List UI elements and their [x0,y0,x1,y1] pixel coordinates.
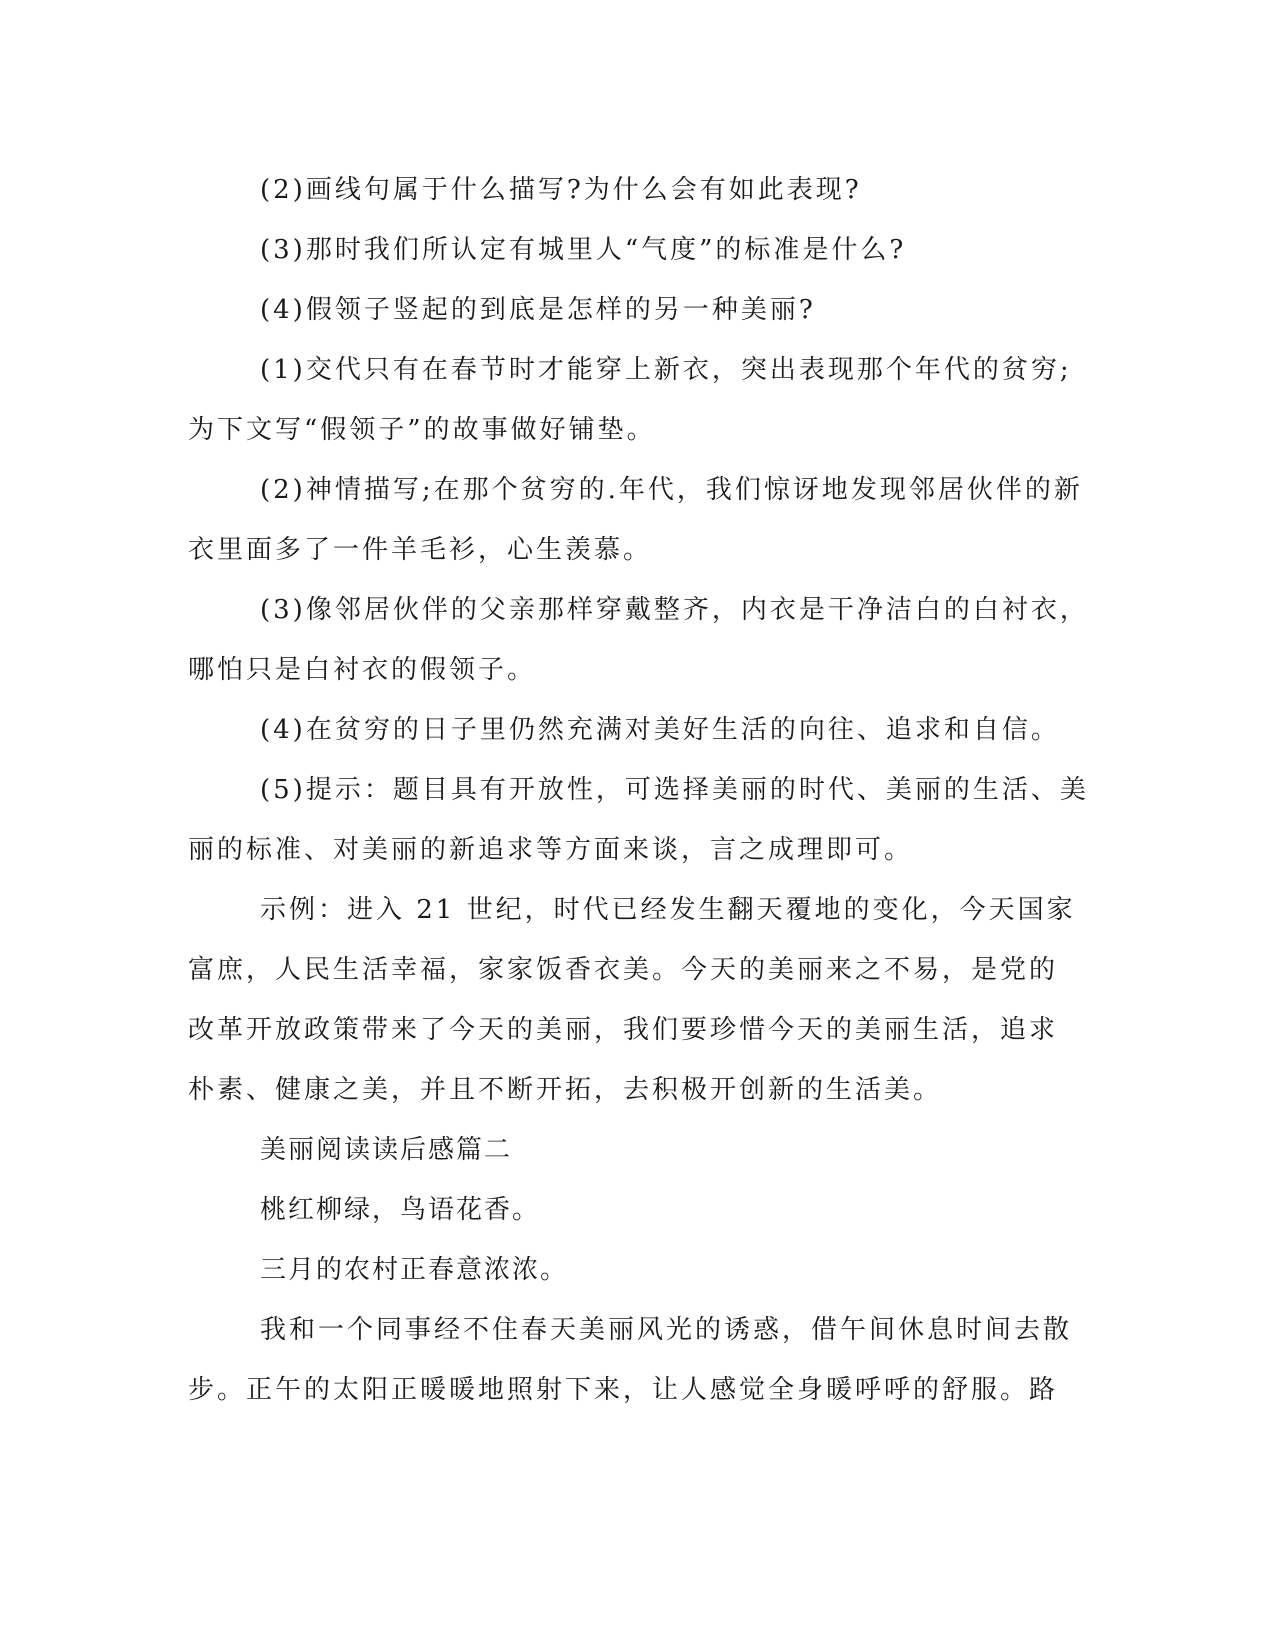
example-line-4: 朴素、健康之美，并且不断开拓，去积极开创新的生活美。 [188,1075,943,1105]
example-line-3: 改革开放政策带来了今天的美丽，我们要珍惜今天的美丽生活，追求 [188,1015,1059,1045]
question-4: (4)假领子竖起的到底是怎样的另一种美丽? [260,295,816,325]
answer-2-line-2: 衣里面多了一件羊毛衫，心生羡慕。 [188,535,653,565]
answer-1-line-1: (1)交代只有在春节时才能穿上新衣，突出表现那个年代的贫穷; [260,355,1072,385]
example-line-1: 示例：进入 21 世纪，时代已经发生翻天覆地的变化，今天国家 [260,895,1076,925]
essay-line-4: 步。正午的太阳正暖暖地照射下来，让人感觉全身暖呼呼的舒服。路 [188,1375,1059,1405]
answer-4: (4)在贫穷的日子里仍然充满对美好生活的向往、追求和自信。 [260,715,1060,745]
section-heading: 美丽阅读读后感篇二 [260,1135,513,1165]
essay-line-2: 三月的农村正春意浓浓。 [260,1255,569,1285]
answer-2-line-1: (2)神情描写;在那个贫穷的.年代，我们惊讶地发现邻居伙伴的新 [260,475,1083,505]
question-2: (2)画线句属于什么描写?为什么会有如此表现? [260,175,862,205]
example-line-2: 富庶，人民生活幸福，家家饭香衣美。今天的美丽来之不易，是党的 [188,955,1059,985]
essay-line-3: 我和一个同事经不住春天美丽风光的诱惑，借午间休息时间去散 [260,1315,1073,1345]
essay-line-1: 桃红柳绿，鸟语花香。 [260,1195,541,1225]
answer-5-line-1: (5)提示：题目具有开放性，可选择美丽的时代、美丽的生活、美 [260,775,1089,805]
answer-1-line-2: 为下文写“假领子”的故事做好铺垫。 [188,415,656,445]
question-3: (3)那时我们所认定有城里人“气度”的标准是什么? [260,235,907,265]
answer-3-line-1: (3)像邻居伙伴的父亲那样穿戴整齐，内衣是干净洁白的白衬衣， [260,595,1089,625]
document-page [188,160,1088,1420]
answer-5-line-2: 丽的标准、对美丽的新追求等方面来谈，言之成理即可。 [188,835,914,865]
answer-3-line-2: 哪怕只是白衬衣的假领子。 [188,655,537,685]
